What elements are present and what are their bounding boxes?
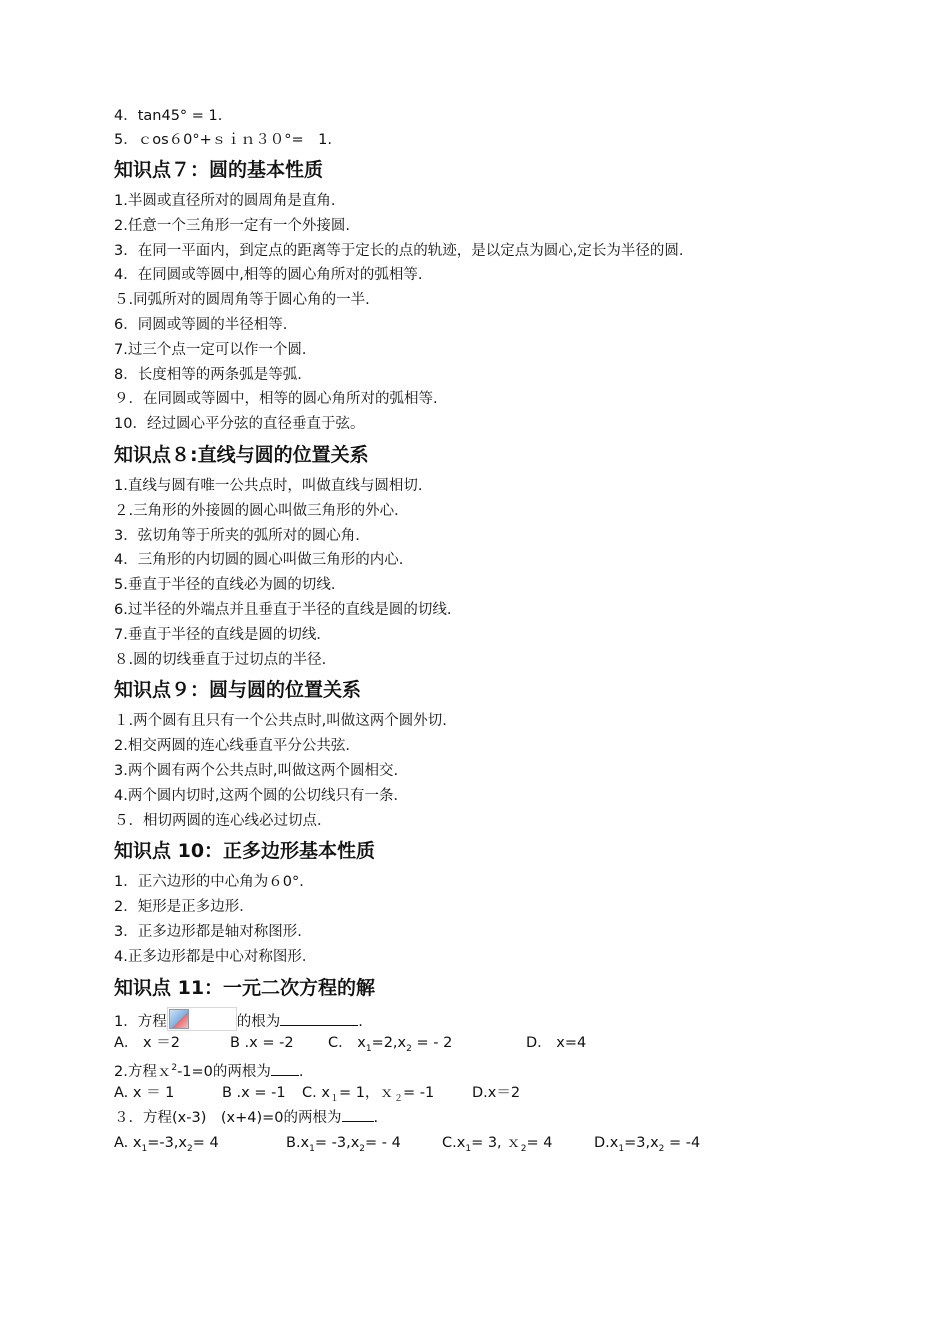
- question-text: 1．方程: [114, 1013, 167, 1030]
- list-item: 4．在同圆或等圆中,相等的圆心角所对的弧相等.: [114, 267, 423, 284]
- list-item: ９．在同圆或等圆中，相等的圆心角所对的弧相等.: [114, 391, 438, 408]
- question-1: [114, 1007, 874, 1032]
- list-item: ８.圆的切线垂直于过切点的半径.: [114, 651, 327, 668]
- list-item: 2．矩形是正多边形．: [114, 899, 254, 916]
- document-page: [114, 104, 874, 1155]
- list-item: 4.正多边形都是中心对称图形．: [114, 948, 317, 965]
- list-item: 1.半圆或直径所对的圆周角是直角.: [114, 193, 336, 209]
- item-line: 5．ｃos６0°+ｓｉｎ３０°= 1.: [114, 132, 333, 148]
- question-text: ３．方程(x-3) (x+4)=0的两根为: [114, 1109, 342, 1126]
- question-text: 的根为: [236, 1013, 281, 1030]
- list-item: 4．三角形的内切圆的圆心叫做三角形的内心.: [114, 552, 404, 569]
- question-text: .: [358, 1013, 363, 1030]
- list-item: ２.三角形的外接圆的圆心叫做三角形的外心．: [114, 502, 409, 519]
- list-item: 1.直线与圆有唯一公共点时，叫做直线与圆相切.: [114, 477, 423, 494]
- option-a: A. $x_1=-3,x_2= 4$: [114, 1134, 219, 1154]
- question-2: 2.方程ｘ$^2$-1=0的两根为 .: [114, 1056, 874, 1081]
- option-a: A． x ＝2: [114, 1035, 180, 1052]
- answer-blank: [280, 1011, 358, 1026]
- option-d: $D.x_1=3,x_2 = -4$: [594, 1134, 701, 1154]
- section-list: [114, 474, 874, 672]
- option-c: C. $x_1= 1$，ｘ$_2$= -1: [302, 1084, 435, 1104]
- question-3: [114, 1106, 874, 1131]
- option-c: C． $x_1=2,x_2$ = - 2: [328, 1035, 453, 1055]
- section-heading: 知识点９：圆与圆的位置关系: [114, 679, 362, 702]
- list-item: 1．正六边形的中心角为６0°．: [114, 874, 314, 891]
- question-1-options: [114, 1031, 874, 1056]
- list-item: ５.同弧所对的圆周角等于圆心角的一半.: [114, 292, 370, 309]
- list-item: 2.任意一个三角形一定有一个外接圆.: [114, 217, 350, 234]
- question-text: .: [373, 1109, 379, 1126]
- option-d: D． x=4: [526, 1035, 587, 1052]
- option-c: $C.x_1= 3$, ｘ$_2$= 4: [442, 1134, 553, 1154]
- list-item: 6.过半径的外端点并且垂直于半径的直线是圆的切线.: [114, 601, 452, 618]
- list-item: 3.两个圆有两个公共点时,叫做这两个圆相交.: [114, 762, 399, 779]
- option-d: D.x＝2: [472, 1084, 521, 1101]
- list-item: １.两个圆有且只有一个公共点时,叫做这两个圆外切.: [114, 713, 447, 730]
- list-item: 6．同圆或等圆的半径相等.: [114, 316, 288, 333]
- answer-blank: [271, 1061, 299, 1076]
- list-item: ５．相切两圆的连心线必过切点．: [114, 812, 332, 829]
- option-b: B .x = -2: [230, 1035, 294, 1052]
- section-heading: 知识点 10：正多边形基本性质: [114, 840, 376, 863]
- list-item: 3．弦切角等于所夹的弧所对的圆心角.: [114, 527, 360, 544]
- section-heading: 知识点８:直线与圆的位置关系: [114, 443, 369, 466]
- section-list: [114, 189, 874, 437]
- section-list: [114, 709, 874, 833]
- question-text: 2.方程ｘ: [114, 1063, 172, 1080]
- list-item: 3．正多边形都是轴对称图形.: [114, 923, 302, 940]
- list-item: 5.垂直于半径的直线必为圆的切线．: [114, 577, 346, 594]
- question-3-options: [114, 1131, 874, 1156]
- list-item: 3．在同一平面内，到定点的距离等于定长的点的轨迹，是以定点为圆心,定长为半径的圆.: [114, 242, 684, 259]
- broken-image-icon: [167, 1007, 237, 1031]
- section-heading: 知识点７：圆的基本性质: [114, 159, 324, 181]
- section-list: [114, 870, 874, 969]
- list-item: 10．经过圆心平分弦的直径垂直于弦。: [114, 416, 365, 433]
- list-item: 8．长度相等的两条弧是等弧.: [114, 366, 302, 383]
- list-item: 7.垂直于半径的直线是圆的切线．: [114, 626, 331, 643]
- item-line: 4．tan45° = 1.: [114, 108, 223, 124]
- question-2-options: [114, 1081, 874, 1106]
- question-text: .: [298, 1063, 304, 1080]
- option-b: B .x = -1: [222, 1084, 286, 1101]
- option-a: A. x ＝ 1: [114, 1084, 175, 1101]
- list-item: 2.相交两圆的连心线垂直平分公共弦.: [114, 738, 350, 755]
- answer-blank: [342, 1107, 374, 1122]
- list-item: 4.两个圆内切时,这两个圆的公切线只有一条．: [114, 787, 408, 804]
- section-heading: 知识点 11：一元二次方程的解: [114, 976, 376, 999]
- list-item: 7.过三个点一定可以作一个圆．: [114, 341, 317, 358]
- option-b: $B.x_1= -3,x_2= - 4$: [286, 1134, 401, 1154]
- question-text: -1=0的两根为: [177, 1063, 271, 1080]
